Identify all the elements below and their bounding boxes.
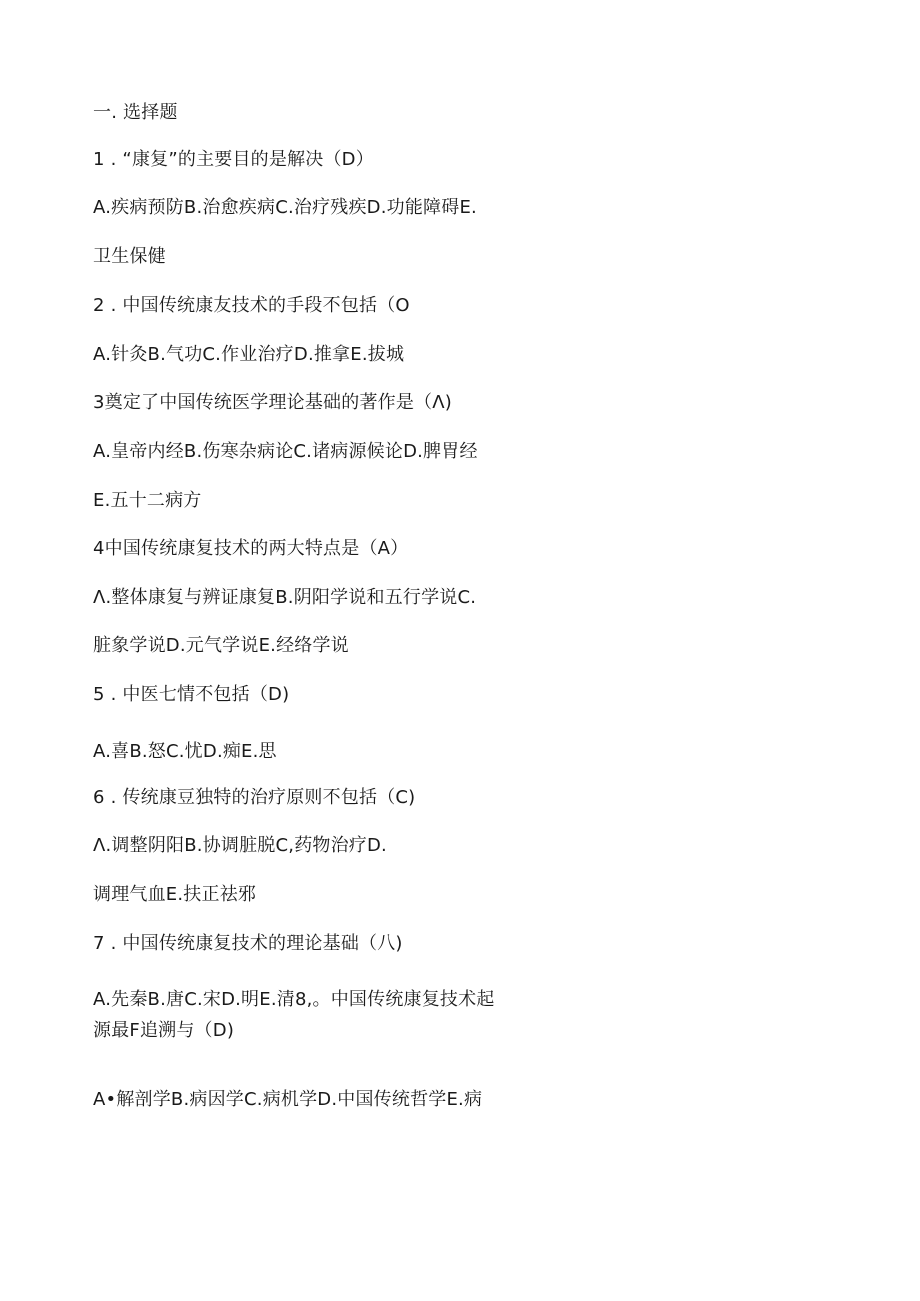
question-1: 1 . “康复”的主要目的是解决（D） xyxy=(93,149,374,170)
question-2: 2 . 中国传统康友技术的手段不包括（O xyxy=(93,295,410,316)
question-2-options: A.针灸B.气功C.作业治疗D.推拿E.拔城 xyxy=(93,344,405,365)
question-4-options-cont: 脏象学说D.元气学说E.经络学说 xyxy=(93,635,349,656)
question-5-options: A.喜B.怒C.忧D.痴E.思 xyxy=(93,741,277,762)
question-3-options-cont: E.五十二病方 xyxy=(93,490,202,511)
question-6-options: Λ.调整阴阳B.协调脏脱C,药物治疗D. xyxy=(93,835,387,856)
question-3: 3奠定了中国传统医学理论基础的著作是（Λ) xyxy=(93,392,452,413)
question-8-cont: 源最F追溯与（D) xyxy=(93,1020,235,1041)
question-5: 5 . 中医七情不包括（D) xyxy=(93,684,290,705)
question-7-options: A.先秦B.唐C.宋D.明E.清8,。中国传统康复技术起 xyxy=(93,989,495,1010)
question-4-options: Λ.整体康复与辨证康复B.阴阳学说和五行学说C. xyxy=(93,587,477,608)
section-heading: 一. 选择题 xyxy=(93,102,178,123)
question-6: 6 . 传统康豆独特的治疗原则不包括（C) xyxy=(93,787,416,808)
question-1-options: A.疾病预防B.治愈疾病C.治疗残疾D.功能障碍E. xyxy=(93,197,477,218)
question-3-options: A.皇帝内经B.伤寒杂病论C.诸病源候论D.脾胃经 xyxy=(93,441,478,462)
question-1-options-cont: 卫生保健 xyxy=(93,246,166,267)
question-6-options-cont: 调理气血E.扶正祛邪 xyxy=(93,884,257,905)
question-4: 4中国传统康复技术的两大特点是（A） xyxy=(93,538,409,559)
question-8-options: A•解剖学B.病因学C.病机学D.中国传统哲学E.病 xyxy=(93,1089,483,1110)
question-7: 7 . 中国传统康复技术的理论基础（八) xyxy=(93,933,403,954)
